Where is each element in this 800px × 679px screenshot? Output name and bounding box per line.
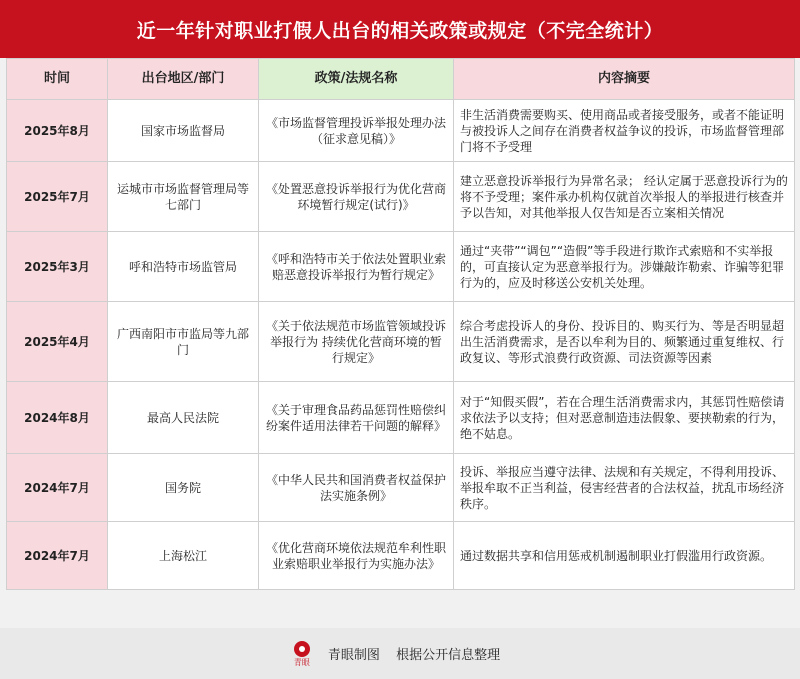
row-time: 2024年7月 bbox=[7, 454, 108, 522]
row-policy: 《中华人民共和国消费者权益保护法实施条例》 bbox=[259, 454, 454, 522]
logo-text: 青眼 bbox=[293, 657, 310, 667]
header-region: 出台地区/部门 bbox=[108, 59, 259, 100]
footer-credit bbox=[322, 644, 506, 663]
row-policy: 《优化营商环境依法规范牟利性职业索赔职业举报行为实施办法》 bbox=[259, 522, 454, 590]
row-region: 运城市市场监督管理局等七部门 bbox=[108, 162, 259, 232]
footer-brand: 青眼制图 bbox=[327, 648, 380, 663]
header-content: 内容摘要 bbox=[454, 59, 795, 100]
table-row bbox=[7, 382, 795, 454]
row-content: 非生活消费需要购买、使用商品或者接受服务，或者不能证明与被投诉人之间存在消费者权益争议的投诉，市场监督管理部门将不予受理 bbox=[454, 100, 795, 162]
table-row bbox=[7, 162, 795, 232]
table-row bbox=[7, 302, 795, 382]
row-region: 国务院 bbox=[108, 454, 259, 522]
row-content: 综合考虑投诉人的身份、投诉目的、购买行为、等是否明显超出生活消费需求，是否以牟利为目的、频繁通过重复维权、行政复议、等形式浪费行政资源、司法资源等因素 bbox=[454, 302, 795, 382]
footer bbox=[0, 628, 800, 679]
row-time: 2024年7月 bbox=[7, 522, 108, 590]
page-title: 近一年针对职业打假人出台的相关政策或规定（不完全统计） bbox=[0, 0, 800, 58]
row-policy: 《关于依法规范市场监管领域投诉举报行为 持续优化营商环境的暂行规定》 bbox=[259, 302, 454, 382]
row-time: 2025年3月 bbox=[7, 232, 108, 302]
row-region: 上海松江 bbox=[108, 522, 259, 590]
row-content: 通过数据共享和信用惩戒机制遏制职业打假滥用行政资源。 bbox=[454, 522, 795, 590]
footer-source: 根据公开信息整理 bbox=[396, 648, 501, 663]
table-row bbox=[7, 454, 795, 522]
row-policy: 《关于审理食品药品惩罚性赔偿纠纷案件适用法律若干问题的解释》 bbox=[259, 382, 454, 454]
header-time: 时间 bbox=[7, 59, 108, 100]
row-time: 2025年7月 bbox=[7, 162, 108, 232]
row-content: 通过“夹带”“调包”“造假”等手段进行欺诈式索赔和不实举报的，可直接认定为恶意举报行为。涉嫌敲诈勒索、诈骗等犯罪行为的，应及时移送公安机关处理。 bbox=[454, 232, 795, 302]
row-time: 2025年8月 bbox=[7, 100, 108, 162]
row-region: 呼和浩特市场监管局 bbox=[108, 232, 259, 302]
row-time: 2025年4月 bbox=[7, 302, 108, 382]
row-region: 国家市场监督局 bbox=[108, 100, 259, 162]
row-content: 对于“知假买假”，若在合理生活消费需求内，其惩罚性赔偿请求依法予以支持；但对恶意制造违法假象、要挟勒索的行为，绝不姑息。 bbox=[454, 382, 795, 454]
row-policy: 《处置恶意投诉举报行为优化营商环境暂行规定(试行)》 bbox=[259, 162, 454, 232]
row-time: 2024年8月 bbox=[7, 382, 108, 454]
table-header-row bbox=[7, 59, 795, 100]
table-row bbox=[7, 522, 795, 590]
row-policy: 《市场监督管理投诉举报处理办法（征求意见稿）》 bbox=[259, 100, 454, 162]
table-row bbox=[7, 100, 795, 162]
row-content: 建立恶意投诉举报行为异常名录； 经认定属于恶意投诉行为的将不予受理；案件承办机构仅就首次举报人的举报进行核查并予以告知，对其他举报人仅告知是否立案相关情况 bbox=[454, 162, 795, 232]
eye-logo-icon bbox=[294, 641, 310, 657]
row-region: 最高人民法院 bbox=[108, 382, 259, 454]
table-row bbox=[7, 232, 795, 302]
row-policy: 《呼和浩特市关于依法处置职业索赔恶意投诉举报行为暂行规定》 bbox=[259, 232, 454, 302]
policy-table bbox=[6, 58, 795, 590]
header-policy: 政策/法规名称 bbox=[259, 59, 454, 100]
row-region: 广西南阳市市监局等九部门 bbox=[108, 302, 259, 382]
row-content: 投诉、举报应当遵守法律、法规和有关规定，不得利用投诉、举报牟取不正当利益，侵害经营者的合法权益，扰乱市场经济秩序。 bbox=[454, 454, 795, 522]
brand-logo bbox=[294, 641, 310, 667]
